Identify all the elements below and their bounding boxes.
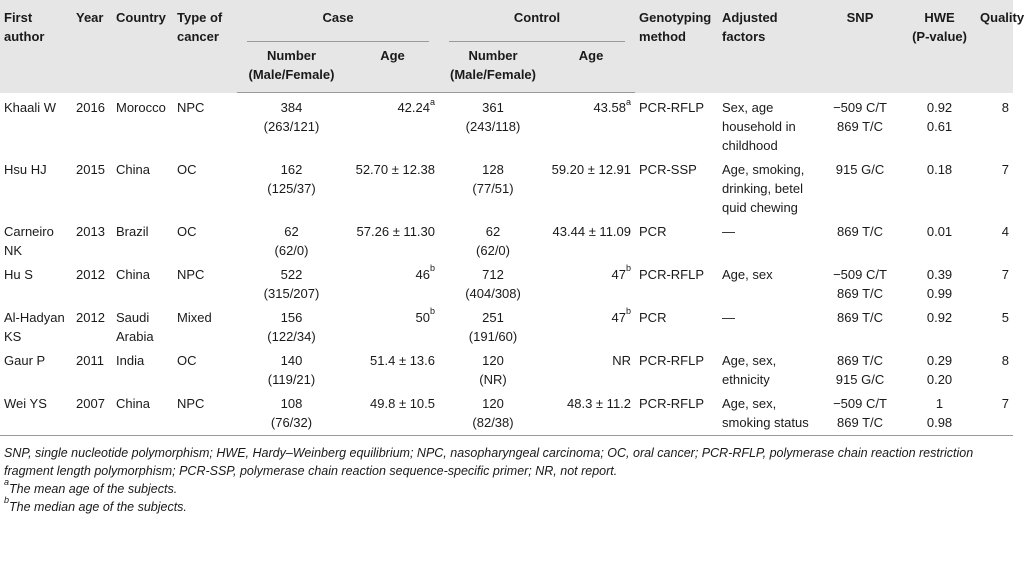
control-male-female-text: (77/51): [472, 180, 514, 196]
header-control: Control: [513, 10, 561, 25]
cell-country: [112, 346, 173, 389]
cell-genotyping-method: [635, 260, 718, 303]
control-number-text: 251: [482, 309, 504, 325]
case-age-text: 57.26 ± 11.30: [356, 223, 436, 239]
cancer-type-text: OC: [177, 223, 197, 239]
cell-hwe: [903, 389, 976, 436]
cell-year: [72, 389, 112, 436]
adjusted-factors-text: Age, sex: [722, 266, 773, 282]
cell-case-number: [237, 93, 346, 155]
control-male-female-text: (404/308): [465, 285, 521, 301]
header-adjusted-factors: Adjusted factors: [718, 0, 817, 93]
case-age-text: 51.4 ± 13.6: [370, 352, 436, 368]
case-male-female-text: (315/207): [263, 285, 320, 301]
snp-text: −509 C/T: [833, 99, 887, 115]
cell-snp: [817, 93, 903, 155]
cell-adjusted-factors: [718, 260, 817, 303]
header-hwe-label: HWE: [924, 10, 955, 25]
table-row: [0, 217, 1013, 260]
control-age-text: NR: [612, 352, 632, 368]
cell-case-number: [237, 389, 346, 436]
cell-control-age: [547, 93, 635, 155]
hwe-text-2: 0.99: [926, 285, 953, 301]
cell-genotyping-method: [635, 217, 718, 260]
header-case: Case: [322, 10, 354, 25]
case-number-text: 384: [280, 100, 303, 115]
control-number-text: 361: [482, 100, 504, 115]
header-control-age: Age: [547, 42, 635, 93]
cell-control-age: [547, 303, 635, 346]
table-row: [0, 260, 1013, 303]
cell-control-age: [547, 346, 635, 389]
adjusted-factors-text: Age, smoking, drinking, betel quid chewing: [722, 161, 805, 215]
cell-case-age: [346, 93, 439, 155]
hwe-text: 1: [935, 395, 944, 411]
author-text: Al-Hadyan KS: [4, 309, 65, 344]
header-case-group: [237, 0, 439, 42]
cancer-type-text: NPC: [177, 99, 205, 115]
genotyping-method-text: PCR: [639, 309, 667, 325]
case-male-female-text: (122/34): [267, 328, 316, 344]
cell-country: [112, 260, 173, 303]
cell-snp: [817, 260, 903, 303]
adjusted-factors-text: Age, sex, ethnicity: [722, 352, 777, 387]
control-age-footnote-mark: b: [626, 306, 632, 317]
case-age-text: 42.24: [397, 100, 430, 115]
control-age-text: 43.44 ± 11.09: [552, 223, 632, 239]
control-male-female-text: (191/60): [468, 328, 518, 344]
quality-text: 7: [1001, 395, 1010, 411]
cell-control-number: [439, 389, 547, 436]
table-footnotes: [0, 436, 1013, 516]
cell-case-number: [237, 155, 346, 217]
cell-type-of-cancer: [173, 260, 237, 303]
cell-year: [72, 346, 112, 389]
cell-genotyping-method: [635, 346, 718, 389]
cell-control-age: [547, 260, 635, 303]
cell-quality: [976, 155, 1013, 217]
case-male-female-text: (263/121): [263, 119, 320, 134]
cell-genotyping-method: [635, 93, 718, 155]
control-age-text: 59.20 ± 12.91: [551, 161, 632, 177]
adjusted-factors-text: Sex, age household in childhood: [722, 99, 796, 153]
year-text: 2016: [76, 99, 105, 115]
case-age-text: 52.70 ± 12.38: [355, 161, 436, 177]
cell-control-number: [439, 260, 547, 303]
cell-case-age: [346, 303, 439, 346]
hwe-text: 0.29: [926, 352, 953, 368]
cell-genotyping-method: [635, 155, 718, 217]
snp-text: −509 C/T: [833, 395, 887, 411]
case-age-footnote-mark: a: [430, 96, 436, 107]
country-text: Morocco: [116, 99, 166, 115]
cell-hwe: [903, 217, 976, 260]
cell-type-of-cancer: [173, 303, 237, 346]
hwe-text-2: 0.98: [926, 414, 953, 430]
cell-adjusted-factors: [718, 346, 817, 389]
hwe-text: 0.18: [926, 161, 953, 177]
cell-adjusted-factors: [718, 155, 817, 217]
hwe-text-2: 0.20: [926, 371, 953, 387]
cell-control-age: [547, 217, 635, 260]
hwe-text: 0.01: [926, 223, 953, 239]
header-first-author: First author: [0, 0, 72, 93]
cell-case-number: [237, 346, 346, 389]
footnote-a-text: The mean age of the subjects.: [9, 481, 178, 496]
cell-adjusted-factors: [718, 217, 817, 260]
header-case-age: Age: [346, 42, 439, 93]
header-quality: Quality: [976, 0, 1013, 93]
cell-snp: [817, 346, 903, 389]
control-number-text: 712: [482, 266, 504, 282]
cell-control-number: [439, 93, 547, 155]
cell-year: [72, 260, 112, 303]
cell-case-number: [237, 303, 346, 346]
footnote-b-mark: b: [4, 495, 10, 506]
cell-adjusted-factors: [718, 389, 817, 436]
header-type-of-cancer: Type of cancer: [173, 0, 237, 93]
cell-year: [72, 303, 112, 346]
year-text: 2007: [76, 395, 105, 411]
case-male-female-text: (76/32): [270, 414, 313, 430]
cell-type-of-cancer: [173, 155, 237, 217]
cell-country: [112, 303, 173, 346]
year-text: 2011: [76, 352, 104, 368]
hwe-text: 0.39: [926, 266, 953, 282]
snp-text: −509 C/T: [833, 266, 887, 282]
cell-first-author: [0, 389, 72, 436]
table-body: [0, 93, 1013, 436]
cell-first-author: [0, 260, 72, 303]
table-row: [0, 93, 1013, 155]
hwe-text-2: 0.61: [926, 118, 953, 134]
snp-text: 869 T/C: [837, 352, 884, 368]
control-number-text: 120: [482, 352, 504, 368]
case-age-footnote-mark: b: [430, 306, 436, 317]
author-text: Gaur P: [4, 352, 46, 368]
cell-year: [72, 217, 112, 260]
cell-snp: [817, 155, 903, 217]
control-number-text: 128: [482, 161, 504, 177]
cell-adjusted-factors: [718, 93, 817, 155]
cell-hwe: [903, 93, 976, 155]
author-text: Hsu HJ: [4, 161, 47, 177]
cell-case-age: [346, 217, 439, 260]
cell-first-author: [0, 217, 72, 260]
cell-snp: [817, 389, 903, 436]
cell-snp: [817, 303, 903, 346]
cell-country: [112, 155, 173, 217]
control-male-female-text: (243/118): [465, 119, 521, 134]
case-age-footnote-mark: b: [430, 263, 436, 274]
snp-text: 869 T/C: [837, 223, 884, 239]
cancer-type-text: OC: [177, 352, 197, 368]
cell-hwe: [903, 260, 976, 303]
control-age-footnote-mark: b: [626, 263, 632, 274]
hwe-text: 0.92: [926, 309, 953, 325]
control-number-text: 120: [482, 395, 504, 411]
year-text: 2013: [76, 223, 105, 239]
cell-case-number: [237, 260, 346, 303]
cell-case-age: [346, 260, 439, 303]
case-age-text: 46: [415, 266, 430, 282]
cell-genotyping-method: [635, 389, 718, 436]
snp-text: 869 T/C: [837, 309, 884, 325]
cell-type-of-cancer: [173, 93, 237, 155]
author-text: Carneiro NK: [4, 223, 54, 258]
cell-hwe: [903, 155, 976, 217]
cell-year: [72, 155, 112, 217]
control-number-text: 62: [485, 223, 501, 239]
country-text: China: [116, 161, 150, 177]
genotyping-method-text: PCR-RFLP: [639, 395, 705, 411]
control-male-female-text: (62/0): [476, 242, 510, 258]
snp-text-2: 915 G/C: [835, 371, 885, 387]
country-text: India: [116, 352, 145, 368]
control-male-female-text: (NR): [479, 371, 507, 387]
case-number-text: 522: [280, 266, 303, 282]
cell-case-age: [346, 389, 439, 436]
case-male-female-text: (119/21): [267, 371, 316, 387]
cell-control-number: [439, 303, 547, 346]
hwe-text: 0.92: [926, 99, 953, 115]
adjusted-factors-text: —: [722, 309, 736, 325]
table-row: [0, 303, 1013, 346]
country-text: Saudi Arabia: [116, 309, 154, 344]
header-genotyping-method: Genotyping method: [635, 0, 718, 93]
adjusted-factors-text: Age, sex, smoking status: [722, 395, 809, 430]
cell-quality: [976, 260, 1013, 303]
cancer-type-text: Mixed: [177, 309, 212, 325]
table-row: [0, 155, 1013, 217]
header-row-1: [0, 0, 1013, 42]
cell-first-author: [0, 346, 72, 389]
snp-text: 915 G/C: [835, 161, 885, 177]
cell-case-age: [346, 346, 439, 389]
genotyping-method-text: PCR-RFLP: [639, 266, 705, 282]
snp-text-2: 869 T/C: [837, 118, 884, 134]
footnote-b-text: The median age of the subjects.: [9, 499, 187, 514]
case-age-text: 49.8 ± 10.5: [370, 395, 436, 411]
cell-country: [112, 93, 173, 155]
genotyping-method-text: PCR-RFLP: [639, 99, 705, 115]
country-text: China: [116, 266, 150, 282]
year-text: 2012: [76, 266, 105, 282]
control-male-female-text: (82/38): [472, 414, 514, 430]
cell-quality: [976, 93, 1013, 155]
control-age-text: 47: [611, 309, 626, 325]
cell-quality: [976, 303, 1013, 346]
footnote-a: [4, 477, 1009, 498]
case-number-text: 140: [280, 352, 303, 368]
cell-first-author: [0, 155, 72, 217]
table-row: [0, 389, 1013, 436]
footnote-abbreviations: SNP, single nucleotide polymorphism; HWE, Hardy–Weinberg equilibrium; NPC, nasopharyngeal carcinoma; OC, oral cancer; PCR-RFLP, polymerase chain reaction restriction fragment length polymorphism; PCR-SSP, polymerase chain reaction sequence-specific primer; NR, not report.: [4, 445, 974, 478]
cell-quality: [976, 346, 1013, 389]
quality-text: 7: [1001, 161, 1010, 177]
case-age-text: 50: [415, 309, 430, 325]
header-year: Year: [72, 0, 112, 93]
footnote-a-mark: a: [4, 477, 10, 488]
control-age-text: 48.3 ± 11.2: [567, 395, 632, 411]
control-group-divider: [449, 27, 625, 42]
cell-case-number: [237, 217, 346, 260]
cell-snp: [817, 217, 903, 260]
header-case-number: Number (Male/Female): [237, 42, 346, 93]
genotyping-method-text: PCR: [639, 223, 667, 239]
control-age-footnote-mark: a: [626, 96, 632, 107]
snp-text-2: 869 T/C: [837, 285, 884, 301]
cell-quality: [976, 389, 1013, 436]
year-text: 2015: [76, 161, 105, 177]
cell-control-age: [547, 155, 635, 217]
header-control-number: Number (Male/Female): [439, 42, 547, 93]
country-text: China: [116, 395, 150, 411]
country-text: Brazil: [116, 223, 149, 239]
cell-hwe: [903, 303, 976, 346]
header-control-group: [439, 0, 635, 42]
adjusted-factors-text: —: [722, 223, 736, 239]
cancer-type-text: OC: [177, 161, 197, 177]
header-hwe-sub: (P-value): [912, 29, 967, 44]
author-text: Khaali W: [4, 99, 57, 115]
case-male-female-text: (62/0): [274, 242, 309, 258]
cancer-type-text: NPC: [177, 395, 205, 411]
cell-case-age: [346, 155, 439, 217]
cell-type-of-cancer: [173, 346, 237, 389]
cell-control-age: [547, 389, 635, 436]
footnote-b: [4, 495, 1009, 516]
author-text: Wei YS: [4, 395, 47, 411]
quality-text: 8: [1001, 352, 1010, 368]
snp-text-2: 869 T/C: [837, 414, 884, 430]
cell-hwe: [903, 346, 976, 389]
table-row: [0, 346, 1013, 389]
header-hwe: [903, 0, 976, 93]
cell-country: [112, 389, 173, 436]
case-number-text: 156: [280, 309, 303, 325]
quality-text: 7: [1001, 266, 1010, 282]
cell-control-number: [439, 346, 547, 389]
cell-quality: [976, 217, 1013, 260]
cancer-type-text: NPC: [177, 266, 205, 282]
cell-control-number: [439, 155, 547, 217]
cell-genotyping-method: [635, 303, 718, 346]
case-number-text: 162: [280, 161, 303, 177]
cell-first-author: [0, 93, 72, 155]
quality-text: 5: [1001, 309, 1010, 325]
control-age-text: 47: [611, 266, 626, 282]
cell-type-of-cancer: [173, 389, 237, 436]
case-number-text: 62: [284, 223, 299, 239]
cell-country: [112, 217, 173, 260]
cell-control-number: [439, 217, 547, 260]
cell-year: [72, 93, 112, 155]
author-text: Hu S: [4, 266, 33, 282]
quality-text: 4: [1001, 223, 1010, 239]
cell-first-author: [0, 303, 72, 346]
control-age-text: 43.58: [593, 100, 626, 115]
genotyping-method-text: PCR-SSP: [639, 161, 697, 177]
year-text: 2012: [76, 309, 105, 325]
case-male-female-text: (125/37): [267, 180, 316, 196]
case-group-divider: [247, 27, 429, 42]
header-country: Country: [112, 0, 173, 93]
header-snp: SNP: [817, 0, 903, 93]
case-number-text: 108: [280, 395, 303, 411]
cell-adjusted-factors: [718, 303, 817, 346]
genotyping-method-text: PCR-RFLP: [639, 352, 705, 368]
cell-type-of-cancer: [173, 217, 237, 260]
quality-text: 8: [1001, 99, 1010, 115]
